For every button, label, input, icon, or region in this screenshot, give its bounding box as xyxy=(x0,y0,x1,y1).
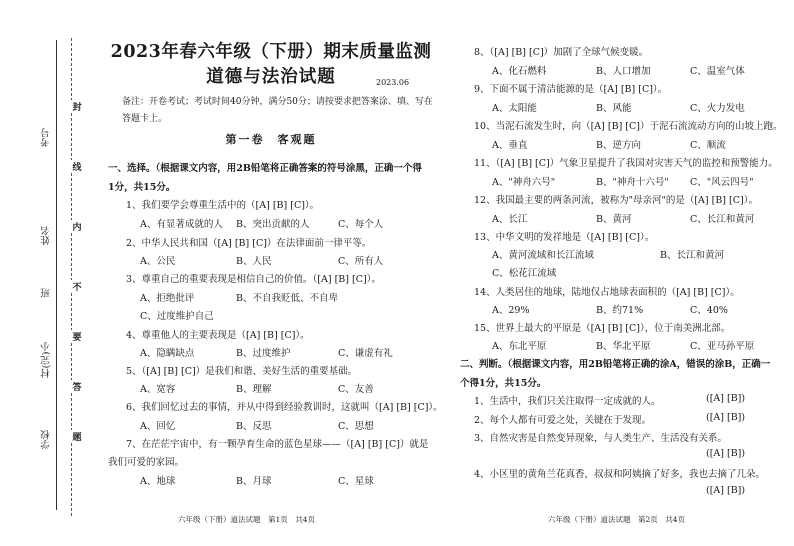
question-5-option-c: C、友善 xyxy=(338,384,374,395)
question-4-option-c: C、谦虚有礼 xyxy=(338,348,393,359)
question-6-option-b: B、反思 xyxy=(236,421,272,432)
question-12-option-a: A、长江 xyxy=(492,214,528,225)
question-7-stem: 7、在茫茫宇宙中，有一颗孕育生命的蓝色星球——（[A] [B] [C]）就是 xyxy=(126,439,429,450)
question-1-option-b: B、突出贡献的人 xyxy=(236,219,310,230)
seal-char: 不 xyxy=(68,280,86,293)
margin-field-name: 姓名 xyxy=(41,226,52,245)
question-2-option-a: A、公民 xyxy=(140,256,176,267)
section1-heading-cont: 1分，共15分。 xyxy=(108,182,176,193)
question-3-option-b: B、不自我贬低、不自卑 xyxy=(236,293,338,304)
question-7-option-b: B、月球 xyxy=(236,476,272,487)
question-12-stem: 12、我国最主要的两条河流，被称为"母亲河"的是（[A] [B] [C]）。 xyxy=(474,195,758,206)
binding-margin xyxy=(0,0,92,546)
question-15-option-a: A、东北平原 xyxy=(492,341,547,352)
margin-field-exam-number: 考号 xyxy=(41,128,52,147)
question-5-option-b: B、理解 xyxy=(236,384,272,395)
seal-char: 题 xyxy=(68,430,86,443)
question-1-option-a: A、有显著成就的人 xyxy=(140,219,223,230)
judgement-item-3-answer: ([A] [B]) xyxy=(706,448,746,459)
question-5-option-a: A、宽容 xyxy=(140,384,176,395)
margin-field-class: 班 xyxy=(41,288,52,298)
question-8-option-b: B、人口增加 xyxy=(596,66,651,77)
judgement-item-1-answer: ([A] [B]) xyxy=(706,393,746,404)
question-15-stem: 15、世界上最大的平原是（[A] [B] [C]），位于南美洲北部。 xyxy=(474,323,731,334)
question-14-option-b: B、约71% xyxy=(596,305,644,316)
judgement-item-4-answer: ([A] [B]) xyxy=(706,485,746,496)
judgement-item-1: 1、生活中，我们只关注取得一定成就的人。 xyxy=(474,396,661,407)
question-12-option-b: B、黄河 xyxy=(596,214,632,225)
margin-field-school: 学校 xyxy=(41,430,52,449)
question-6-option-a: A、回忆 xyxy=(140,421,176,432)
margin-line xyxy=(56,40,57,510)
judgement-item-3: 3、自然灾害是自然变异现象，与人类生产、生活没有关系。 xyxy=(474,433,728,444)
question-10-option-a: A、垂直 xyxy=(492,140,528,151)
judgement-item-4: 4、小区里的黄角兰花真香，叔叔和阿姨摘了好多，我也去摘了几朵。 xyxy=(474,469,766,480)
margin-field-village-school: 村(完)小 xyxy=(41,342,52,378)
question-15-option-c: C、亚马孙平原 xyxy=(690,341,755,352)
question-13-option-c: C、松花江流域 xyxy=(492,268,557,279)
question-14-stem: 14、人类居住的地球，陆地仅占地球表面积的（[A] [B] [C]）。 xyxy=(474,287,740,298)
seal-char: 内 xyxy=(68,220,86,233)
question-7-stem-cont: 我们可爱的家园。 xyxy=(108,457,185,468)
question-4-option-a: A、隐瞒缺点 xyxy=(140,348,195,359)
question-2-option-b: B、人民 xyxy=(236,256,272,267)
question-2-stem: 2、中华人民共和国（[A] [B] [C]）在法律面前一律平等。 xyxy=(126,238,372,249)
question-11-stem: 11、（[A] [B] [C]）气象卫星提升了我国对灾害天气的监控和预警能力。 xyxy=(474,158,778,169)
question-9-option-a: A、太阳能 xyxy=(492,103,537,114)
question-13-option-b: B、长江和黄河 xyxy=(660,250,724,261)
question-4-stem: 4、尊重他人的主要表现是（[A] [B] [C]）。 xyxy=(126,330,310,341)
seal-char: 答 xyxy=(68,380,86,393)
question-14-option-c: C、40% xyxy=(690,305,728,316)
question-15-option-b: B、华北平原 xyxy=(596,341,651,352)
question-14-option-a: A、29% xyxy=(492,305,530,316)
question-4-option-b: B、过度维护 xyxy=(236,348,291,359)
question-8-option-c: C、温室气体 xyxy=(690,66,745,77)
question-10-option-c: C、顺流 xyxy=(690,140,726,151)
question-10-option-b: B、逆方向 xyxy=(596,140,641,151)
exam-subject: 道德与法治试题 xyxy=(206,67,336,87)
question-9-stem: 9、下面不属于清洁能源的是（[A] [B] [C]）。 xyxy=(474,84,668,95)
question-8-stem: 8、（[A] [B] [C]）加剧了全球气候变暖。 xyxy=(474,47,649,58)
seal-char: 封 xyxy=(68,100,86,113)
question-7-option-a: A、地球 xyxy=(140,476,176,487)
question-8-option-a: A、化石燃料 xyxy=(492,66,547,77)
footer-page-1: 六年级（下册）道法试题 第1页 共4页 xyxy=(178,515,316,524)
footer-page-2: 六年级（下册）道法试题 第2页 共4页 xyxy=(548,515,686,524)
seal-char: 线 xyxy=(68,160,86,173)
exam-title: 2023年春六年级（下册）期末质量监测 xyxy=(110,42,432,62)
question-9-option-b: B、风能 xyxy=(596,103,632,114)
question-3-option-a: A、拒绝批评 xyxy=(140,293,195,304)
section1-heading: 一、选择。（根据课文内容，用2B铅笔将正确答案的符号涂黑，正确一个得 xyxy=(108,163,422,174)
question-11-option-c: C、"风云四号" xyxy=(690,177,754,188)
question-6-stem: 6、我们回忆过去的事情，并从中得到经验教训时，这就叫（[A] [B] [C]）。 xyxy=(126,402,443,413)
question-11-option-b: B、"神舟十六号" xyxy=(596,177,669,188)
exam-date: 2023.06 xyxy=(376,78,410,87)
section2-heading: 二、判断。（根据课文内容，用2B铅笔将正确的涂A，错误的涂B，正确一 xyxy=(460,359,771,370)
question-1-stem: 1、我们要学会尊重生活中的（[A] [B] [C]）。 xyxy=(126,200,320,211)
question-2-option-c: C、所有人 xyxy=(338,256,384,267)
question-10-stem: 10、当泥石流发生时，向（[A] [B] [C]）于泥石流流动方向的山坡上跑。 xyxy=(474,121,783,132)
judgement-item-2-answer: ([A] [B]) xyxy=(706,412,746,423)
question-1-option-c: C、每个人 xyxy=(338,219,384,230)
volume-heading: 第一卷 客观题 xyxy=(225,133,317,146)
question-9-option-c: C、火力发电 xyxy=(690,103,745,114)
question-12-option-c: C、长江和黄河 xyxy=(690,214,755,225)
judgement-item-2: 2、每个人都有可爱之处，关键在于发现。 xyxy=(474,415,652,426)
exam-notice: 备注：开卷考试；考试时间40分钟，满分50分；请按要求把答案涂、填、写在答题卡上。 xyxy=(122,97,433,124)
section2-heading-cont: 个得1分，共15分。 xyxy=(460,378,547,389)
question-7-option-c: C、星球 xyxy=(338,476,374,487)
question-5-stem: 5、（[A] [B] [C]）是我们和谐、美好生活的重要基础。 xyxy=(126,366,358,377)
question-3-stem: 3、尊重自己的重要表现是相信自己的价值。（[A] [B] [C]）。 xyxy=(126,274,381,285)
question-3-option-c: C、过度维护自己 xyxy=(140,311,214,322)
question-11-option-a: A、"神舟六号" xyxy=(492,177,556,188)
question-6-option-c: C、思想 xyxy=(338,421,374,432)
question-13-stem: 13、中华文明的发祥地是（[A] [B] [C]）。 xyxy=(474,232,655,243)
seal-char: 要 xyxy=(68,330,86,343)
question-13-option-a: A、黄河流域和长江流域 xyxy=(492,250,594,261)
